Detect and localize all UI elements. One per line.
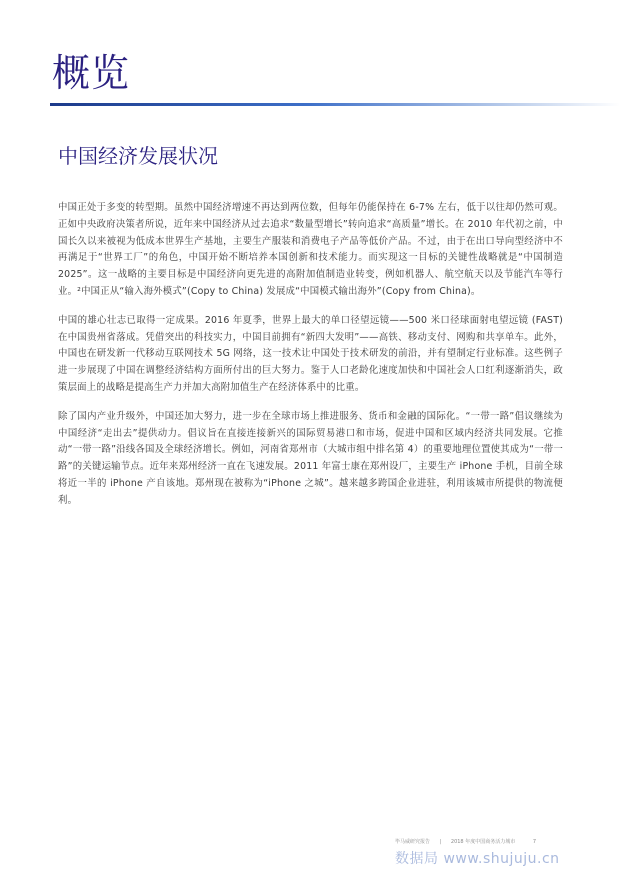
page-number: 7 [532, 839, 536, 845]
paragraph-belt-and-road: 除了国内产业升级外，中国还加大努力，进一步在全球市场上推进服务、货币和金融的国际化。“一带一路”倡议继续为中国经济“走出去”提供动力。倡议旨在直接连接新兴的国际贸易港口和市场，促进中国和区域内经济共同发展。它推动“一带一路”沿线各国及全球经济增长。例如，河南省郑州市（大城市组中排名第 4）的重要地理位置使其成为“一带一路”的关键运输节点。近年来郑州经济一直在飞速发展。2011 年富士康在郑州设厂，主要生产 iPhone 手机，目前全球将近一半的 iPhone 产自该地。郑州现在被称为“iPhone 之城”。越来越多跨国企业进驻，利用该城市所提供的物流便利。 [58, 410, 563, 506]
footer-report-title: 2018 年度中国商务活力城市 [450, 839, 516, 845]
section-heading: 中国经济发展状况 [58, 144, 218, 168]
page-title: 概览 [52, 51, 131, 95]
header-divider [50, 103, 620, 106]
paragraph-economy-transition: 中国正处于多变的转型期。虽然中国经济增速不再达到两位数，但每年仍能保持在 6-7% 左右，低于以往却仍然可观。正如中央政府决策者所说，近年来中国经济从过去追求“数量型增长”转向追求“高质量”增长。在 2010 年代初之前，中国长久以来被视为低成本世界生产基地，主要生产服装和消费电子产品等低价产品。不过，由于在出口导向型经济中不再满足于“世界工厂”的角色，中国开始不断培养本国创新和技术能力。而实现这一目标的关键性战略就是“中国制造 2025”。这一战略的主要目标是中国经济向更先进的高附加值制造业转变，例如机器人、航空航天以及节能汽车等行业。²中国正从“输入海外模式”(Copy to China) 发展成“中国模式输出海外”(Copy from China)。 [58, 202, 563, 297]
footer-separator: | [439, 839, 442, 845]
page-footer [395, 838, 536, 845]
paragraph-achievements: 中国的雄心壮志已取得一定成果。2016 年夏季，世界上最大的单口径望远镜——500 米口径球面射电望远镜 (FAST) 在中国贵州省落成。凭借突出的科技实力，中国目前拥有“新四大发明”——高铁、移动支付、网购和共享单车。此外，中国也在研发新一代移动互联网技术 5G 网络，这一技术让中国处于技术研发的前沿，并有望制定行业标准。这些例子进一步展现了中国在调整经济结构方面所付出的巨大努力。鉴于人口老龄化速度加快和中国社会人口红利逐渐消失，政策层面上的战略是提高生产力并加大高附加值生产在经济体系中的比重。 [58, 314, 563, 393]
body-text [58, 200, 563, 522]
footer-brand: 毕马威研究报告 [395, 839, 431, 845]
watermark: 数据局 www.shujuju.cn [395, 851, 560, 867]
